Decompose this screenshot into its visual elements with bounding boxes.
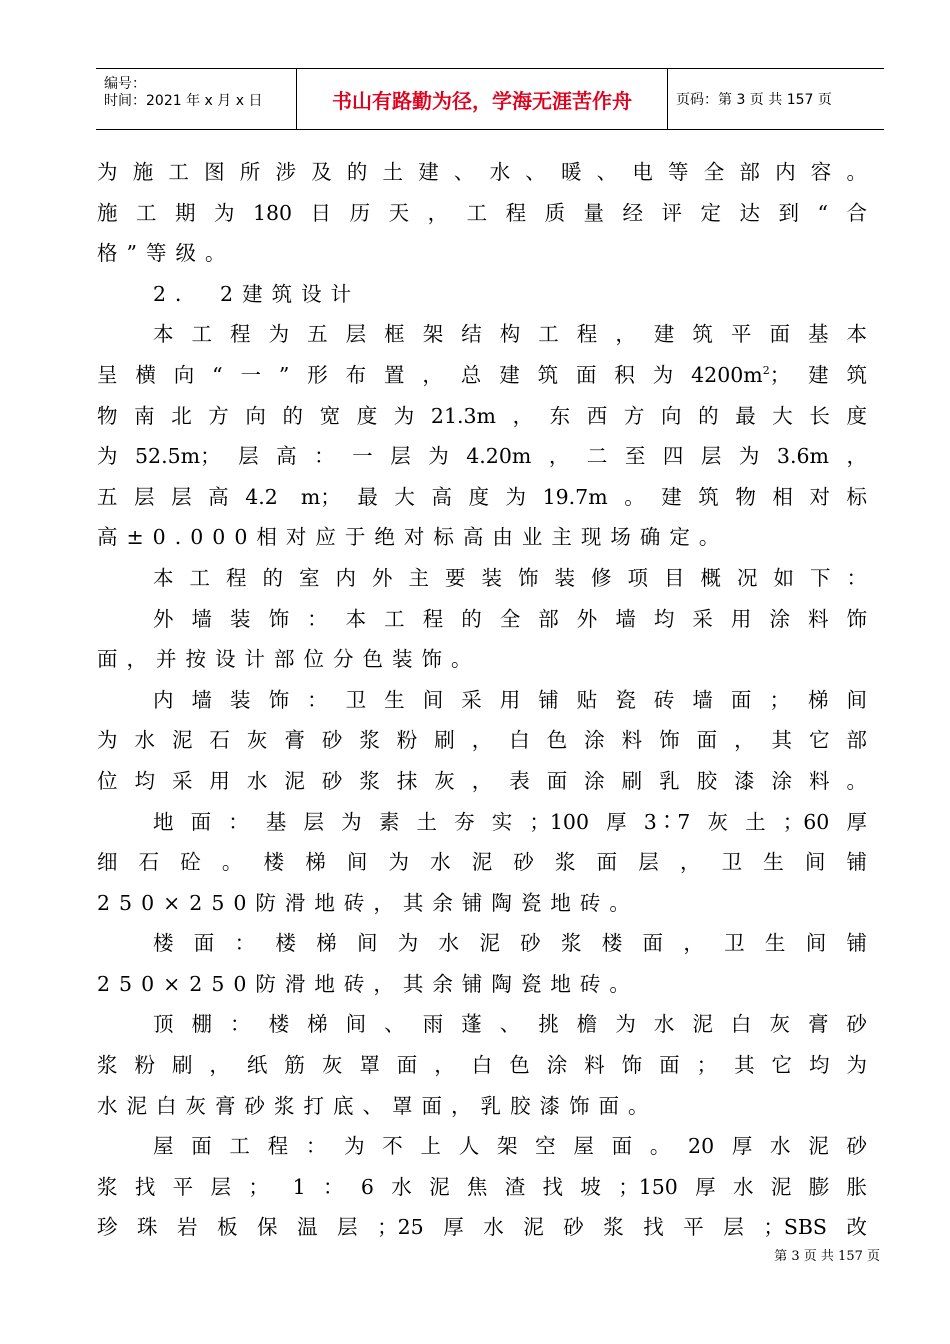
body-line: 地面：基层为素土夯实；100厚3∶7灰土；60厚	[153, 809, 867, 834]
header-motto-cell	[296, 69, 668, 129]
document-body	[97, 152, 867, 1248]
body-line: 位均采用水泥砂浆抹灰，表面涂刷乳胶漆涂料。	[97, 768, 867, 793]
body-line: 珍珠岩板保温层；25厚水泥砂浆找平层；SBS改	[97, 1215, 867, 1240]
body-line: 顶棚：楼梯间、雨蓬、挑檐为水泥白灰膏砂	[153, 1012, 867, 1037]
body-line: 物南北方向的宽度为21.3m，东西方向的最大长度	[97, 403, 867, 428]
body-line: 水泥白灰膏砂浆打底、罩面，乳胶漆饰面。	[97, 1093, 658, 1118]
time-label: 时间：2021 年 x 月 x 日	[104, 93, 263, 109]
serial-label: 编号：	[104, 76, 146, 92]
body-line: 外墙装饰：本工程的全部外墙均采用涂料饰	[153, 606, 867, 631]
body-line: 250×250防滑地砖，其余铺陶瓷地砖。	[97, 890, 639, 915]
body-line: 面，并按设计部位分色装饰。	[97, 647, 481, 672]
header-meta-cell	[96, 69, 296, 129]
section-heading: 2． 2建筑设计	[153, 281, 361, 306]
page-footer: 第 3 页 共 157 页	[774, 1249, 880, 1264]
body-line	[97, 355, 867, 396]
body-line: 施工期为180日历天，工程质量经评定达到“合	[97, 200, 867, 225]
body-line: 格”等级。	[97, 241, 235, 266]
header-page-info: 页码：第 3 页 共 157 页	[676, 92, 832, 108]
page-header	[96, 68, 884, 130]
body-line: 浆粉刷，纸筋灰罩面，白色涂料饰面；其它均为	[97, 1053, 867, 1078]
body-line-text: 呈横向“一”形布置，总建筑面积为4200m	[97, 362, 763, 387]
body-line: 细石砼。楼梯间为水泥砂浆面层，卫生间铺	[97, 850, 867, 875]
body-line: 250×250防滑地砖，其余铺陶瓷地砖。	[97, 971, 639, 996]
body-line: 为52.5m；层高：一层为4.20m，二至四层为3.6m，	[97, 444, 867, 469]
body-line: 浆找平层； 1：6水泥焦渣找坡；150厚水泥膨胀	[97, 1174, 867, 1199]
body-line: 本工程的室内外主要装饰装修项目概况如下：	[153, 565, 867, 590]
superscript: 2	[762, 364, 770, 378]
body-line: 为施工图所涉及的土建、水、暖、电等全部内容。	[97, 160, 867, 184]
header-page-cell	[668, 69, 884, 129]
body-line: 本工程为五层框架结构工程，建筑平面基本	[153, 322, 867, 347]
header-motto: 书山有路勤为径，学海无涯苦作舟	[332, 89, 632, 113]
body-line: 楼面：楼梯间为水泥砂浆楼面，卫生间铺	[153, 931, 867, 956]
body-line: 屋面工程：为不上人架空屋面。20厚水泥砂	[153, 1134, 867, 1159]
body-line: 高±0.000相对应于绝对标高由业主现场确定。	[97, 525, 729, 550]
body-line-text: ；建筑	[769, 362, 868, 387]
body-line: 内墙装饰：卫生间采用铺贴瓷砖墙面；梯间	[153, 687, 867, 712]
body-line: 五层层高4.2 m；最大高度为19.7m。建筑物相对标	[97, 484, 867, 509]
body-line: 为水泥石灰膏砂浆粉刷，白色涂料饰面，其它部	[97, 728, 867, 753]
